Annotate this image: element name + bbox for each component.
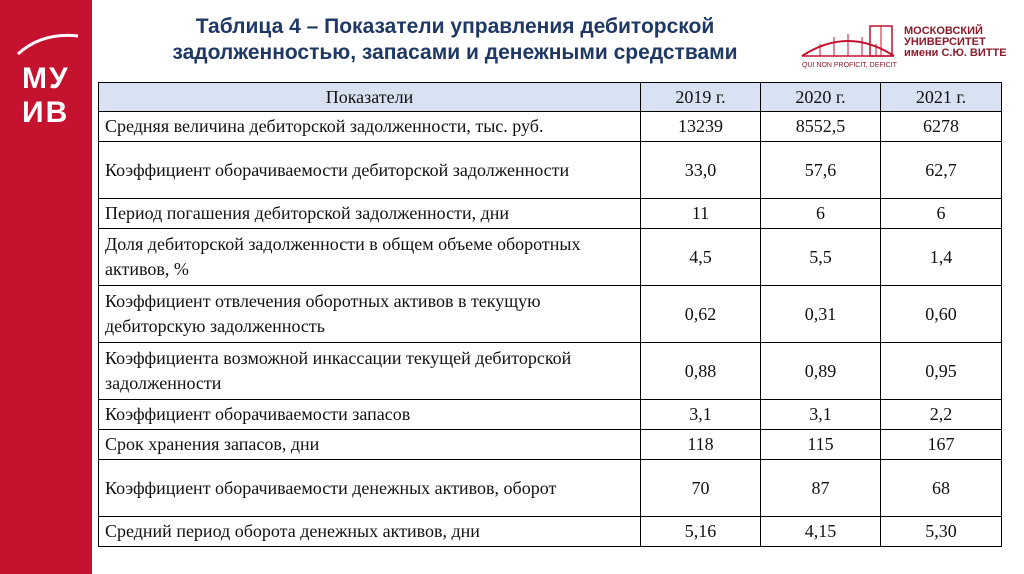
value-2019: 33,0 — [641, 142, 761, 199]
indicator-label: Коэффициент оборачиваемости запасов — [99, 400, 641, 430]
value-2021: 68 — [881, 460, 1002, 517]
value-2019: 118 — [641, 430, 761, 460]
university-name-line: УНИВЕРСИТЕТ — [904, 36, 986, 48]
indicators-table — [98, 82, 1002, 547]
indicator-label: Период погашения дебиторской задолженности, дни — [99, 199, 641, 229]
table-header-row — [99, 83, 1002, 112]
bridge-emblem-icon — [800, 22, 896, 62]
value-2021: 0,60 — [881, 286, 1002, 343]
value-2019: 4,5 — [641, 229, 761, 286]
university-name-line: имени С.Ю. ВИТТЕ — [904, 47, 1007, 59]
value-2019: 0,62 — [641, 286, 761, 343]
value-2021: 6 — [881, 199, 1002, 229]
value-2021: 2,2 — [881, 400, 1002, 430]
value-2019: 70 — [641, 460, 761, 517]
indicator-label: Коэффициент оборачиваемости дебиторской задолженности — [99, 142, 641, 199]
logo-text-line2: ИВ — [22, 96, 70, 129]
slide-title — [130, 14, 780, 66]
table-row — [99, 460, 1002, 517]
table-row — [99, 286, 1002, 343]
value-2019: 0,88 — [641, 343, 761, 400]
indicator-label: Коэффициент отвлечения оборотных активов в текущую дебиторскую задолженность — [99, 286, 641, 343]
value-2021: 167 — [881, 430, 1002, 460]
title-line-2: задолженностью, запасами и денежными средствами — [172, 41, 738, 64]
value-2020: 4,15 — [761, 517, 881, 547]
university-name — [904, 25, 1007, 59]
table-row — [99, 229, 1002, 286]
table-row — [99, 517, 1002, 547]
logo-text-line1: МУ — [22, 62, 70, 95]
muiv-logo — [12, 28, 82, 128]
table-row — [99, 112, 1002, 142]
value-2020: 8552,5 — [761, 112, 881, 142]
indicator-label: Средний период оборота денежных активов, дни — [99, 517, 641, 547]
brand-sidebar — [0, 0, 92, 574]
university-name-line: МОСКОВСКИЙ — [904, 25, 983, 37]
column-header-2019: 2019 г. — [641, 83, 761, 112]
value-2021: 62,7 — [881, 142, 1002, 199]
university-logo — [800, 22, 1007, 72]
value-2020: 87 — [761, 460, 881, 517]
column-header-indicator: Показатели — [99, 83, 641, 112]
indicator-label: Коэффициента возможной инкассации текущей дебиторской задолженности — [99, 343, 641, 400]
table-row — [99, 430, 1002, 460]
table-row — [99, 400, 1002, 430]
title-line-1: Таблица 4 – Показатели управления дебиторской — [195, 15, 715, 38]
table-row — [99, 199, 1002, 229]
value-2020: 115 — [761, 430, 881, 460]
column-header-2021: 2021 г. — [881, 83, 1002, 112]
indicator-label: Коэффициент оборачиваемости денежных активов, оборот — [99, 460, 641, 517]
university-motto: QUI NON PROFICIT, DEFICIT — [802, 62, 897, 69]
value-2021: 6278 — [881, 112, 1002, 142]
table-row — [99, 343, 1002, 400]
indicator-label: Доля дебиторской задолженности в общем объеме оборотных активов, % — [99, 229, 641, 286]
value-2019: 13239 — [641, 112, 761, 142]
value-2020: 57,6 — [761, 142, 881, 199]
value-2019: 3,1 — [641, 400, 761, 430]
value-2019: 5,16 — [641, 517, 761, 547]
indicator-label: Срок хранения запасов, дни — [99, 430, 641, 460]
swoosh-icon — [12, 28, 82, 58]
value-2020: 5,5 — [761, 229, 881, 286]
column-header-2020: 2020 г. — [761, 83, 881, 112]
value-2020: 0,31 — [761, 286, 881, 343]
value-2019: 11 — [641, 199, 761, 229]
value-2021: 1,4 — [881, 229, 1002, 286]
value-2020: 0,89 — [761, 343, 881, 400]
table-row — [99, 142, 1002, 199]
value-2021: 5,30 — [881, 517, 1002, 547]
value-2020: 6 — [761, 199, 881, 229]
value-2021: 0,95 — [881, 343, 1002, 400]
value-2020: 3,1 — [761, 400, 881, 430]
indicator-label: Средняя величина дебиторской задолженности, тыс. руб. — [99, 112, 641, 142]
